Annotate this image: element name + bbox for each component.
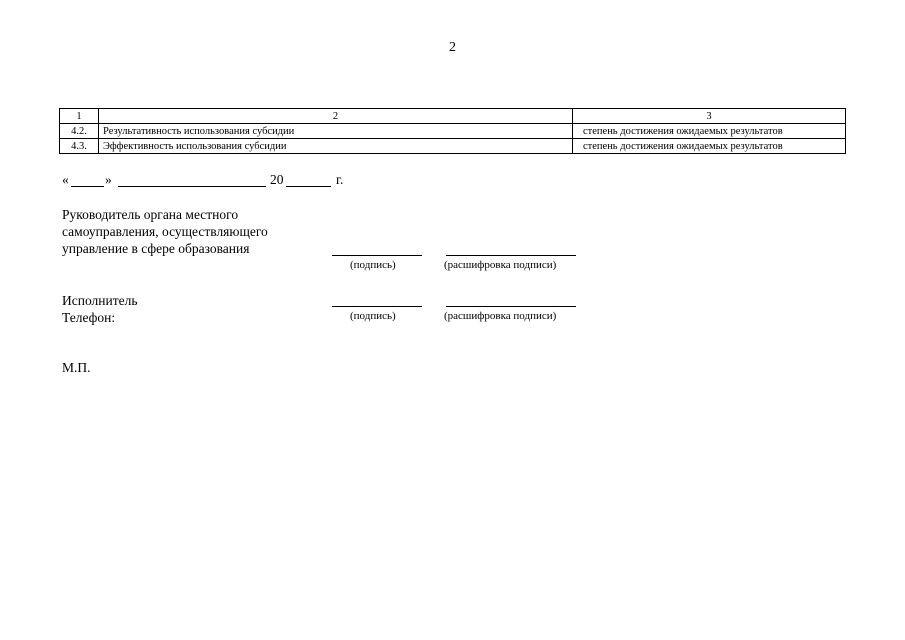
head-signature-caption: (подпись) bbox=[350, 259, 396, 271]
table-cell-indicator: Результативность использования субсидии bbox=[99, 124, 573, 139]
table-cell-indicator: Эффективность использования субсидии bbox=[99, 139, 573, 154]
phone-label: Телефон: bbox=[62, 310, 116, 325]
head-signature-line bbox=[332, 255, 422, 256]
month-blank-line bbox=[118, 186, 266, 187]
table-row bbox=[60, 124, 846, 139]
results-table bbox=[59, 108, 846, 154]
table-header-row bbox=[60, 109, 846, 124]
executor-signature-line bbox=[332, 306, 422, 307]
year-suffix: г. bbox=[336, 172, 344, 187]
table-header-cell: 3 bbox=[573, 109, 846, 124]
stamp-place: М.П. bbox=[62, 360, 91, 375]
head-title-line-2: самоуправления, осуществляющего bbox=[62, 224, 268, 239]
table-header-cell: 2 bbox=[99, 109, 573, 124]
year-prefix: 20 bbox=[270, 172, 284, 187]
table-header-cell: 1 bbox=[60, 109, 99, 124]
head-decoding-line bbox=[446, 255, 576, 256]
date-close-quote: » bbox=[105, 172, 112, 187]
executor-label: Исполнитель bbox=[62, 293, 138, 308]
table-cell-number: 4.2. bbox=[60, 124, 99, 139]
executor-decoding-caption: (расшифровка подписи) bbox=[444, 310, 557, 322]
table-row bbox=[60, 139, 846, 154]
head-decoding-caption: (расшифровка подписи) bbox=[444, 259, 557, 271]
page-number: 2 bbox=[449, 40, 456, 55]
executor-decoding-line bbox=[446, 306, 576, 307]
day-blank-line bbox=[71, 186, 104, 187]
table-cell-measure: степень достижения ожидаемых результатов bbox=[573, 139, 846, 154]
head-title-line-1: Руководитель органа местного bbox=[62, 207, 239, 222]
year-blank-line bbox=[286, 186, 331, 187]
executor-signature-caption: (подпись) bbox=[350, 310, 396, 322]
table-cell-measure: степень достижения ожидаемых результатов bbox=[573, 124, 846, 139]
date-open-quote: « bbox=[62, 172, 69, 187]
table-cell-number: 4.3. bbox=[60, 139, 99, 154]
head-title-line-3: управление в сфере образования bbox=[62, 241, 250, 256]
